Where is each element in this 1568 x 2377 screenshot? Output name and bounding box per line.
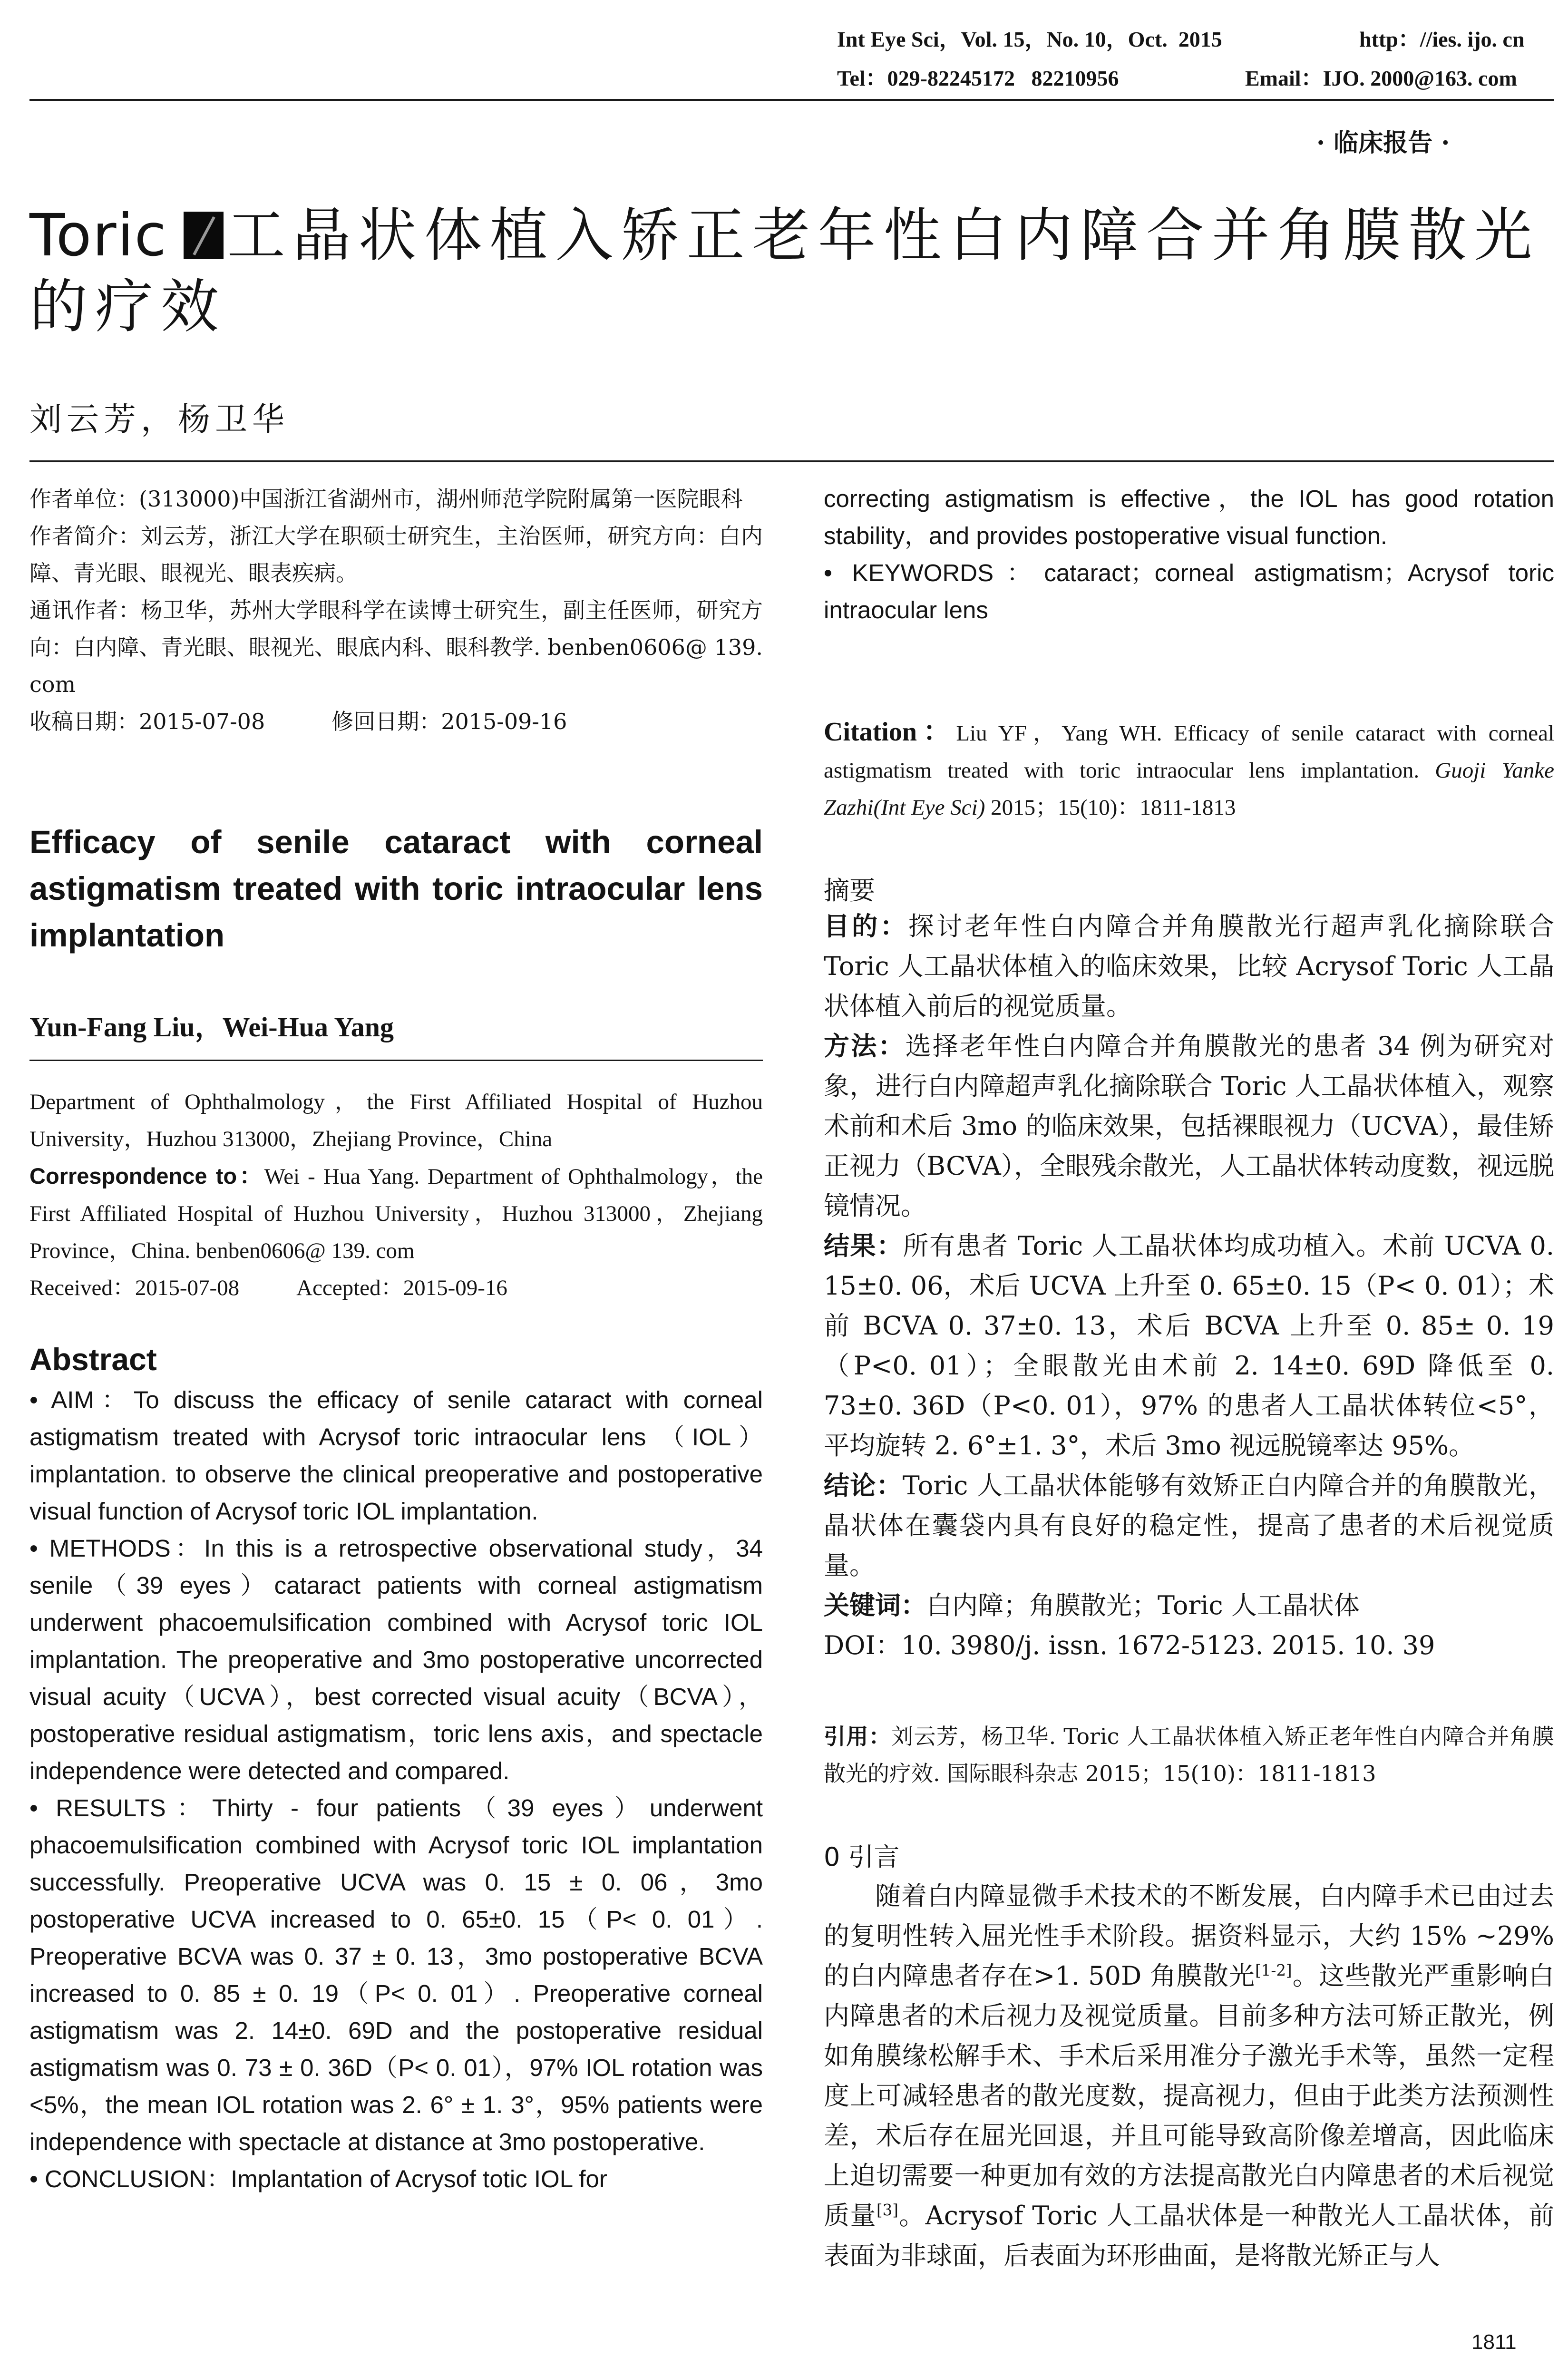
- dates-en: [29, 1269, 763, 1306]
- cn-aim: [824, 906, 1554, 1026]
- english-abstract: [29, 1382, 763, 2198]
- citation-en: [824, 713, 1554, 826]
- abstract-heading: Abstract: [29, 1342, 157, 1377]
- title-part-2: 工晶状体植入矫正老年性白内障合并角膜散光: [227, 202, 1540, 269]
- header-rule: [29, 99, 1554, 101]
- abstract-conclusion-cont: correcting astigmatism is effective，the IOL has good rotation stability，and provides postoperative visual function.: [824, 485, 1554, 549]
- author-bio: 作者简介：刘云芳，浙江大学在职硕士研究生，主治医师，研究方向：白内障、青光眼、眼视光、眼表疾病。: [29, 523, 763, 586]
- title-part-3: 的疗效: [29, 273, 226, 341]
- citation-text: Liu YF，Yang WH. Efficacy of senile cataract with corneal astigmatism treated with toric intraocular lens implantation.: [824, 721, 1555, 783]
- intro-text-1: 随着白内障显微手术技术的不断发展，白内障手术已由过去的复明性转入屈光性手术阶段。据资料显示，大约 15% ~29% 的白内障患者存在>1. 50D 角膜散光: [824, 1881, 1554, 1991]
- cn-methods-label: 方法：: [824, 1031, 906, 1061]
- cn-results-label: 结果：: [824, 1231, 903, 1261]
- page-number: 1811: [1471, 2330, 1517, 2354]
- intro-text-2: 。这些散光严重影响白内障患者的术后视力及视觉质量。目前多种方法可矫正散光，例如角膜缘松解手术、手术后采用准分子激光手术等，虽然一定程度上可减轻患者的散光度数，提高视力，但由于此类方法预测性差，术后存在屈光回退，并且可能导致高阶像差增高，因此临床上迫切需要一种更加有效的方法提高散光白内障患者的术后视觉质量: [824, 1961, 1555, 2231]
- abstract-keywords: • KEYWORDS：cataract；corneal astigmatism；Acrysof toric intraocular lens: [824, 559, 1554, 623]
- journal-tel: Tel：029-82245172 82210956: [837, 66, 1119, 90]
- citation-tail: 2015；15(10)：1811-1813: [985, 795, 1236, 820]
- chinese-abstract: [824, 906, 1554, 1666]
- cn-aim-label: 目的：: [824, 911, 908, 941]
- revised-date-cn: 修回日期：2015-09-16: [331, 709, 567, 734]
- title-part-1: Toric: [29, 202, 167, 269]
- left-column-cn-info: [29, 480, 763, 740]
- right-column-en: [824, 480, 1554, 629]
- intro-ref-1: [1-2]: [1255, 1961, 1292, 1979]
- citation-journal: Guoji Yanke Zazhi(Int Eye Sci): [824, 758, 1554, 820]
- cn-aim-text: 探讨老年性白内障合并角膜散光行超声乳化摘除联合 Toric 人工晶状体植入的临床效果，比较 Acrysof Toric 人工晶状体植入前后的视觉质量。: [824, 911, 1555, 1021]
- cn-keywords-label: 关键词：: [824, 1590, 926, 1620]
- cn-methods: [824, 1026, 1554, 1226]
- journal-email: Email：IJO. 2000@163. com: [1245, 66, 1517, 90]
- title-glyph-image: [184, 212, 224, 259]
- journal-url: http：//ies. ijo. cn: [1359, 27, 1525, 51]
- cn-citation-text: 刘云芳，杨卫华. Toric 人工晶状体植入矫正老年性白内障合并角膜散光的疗效. 国际眼科杂志 2015；15(10)：1811-1813: [824, 1724, 1555, 1786]
- chinese-abstract-heading: 摘要: [824, 876, 875, 906]
- introduction-heading: 0 引言: [824, 1842, 900, 1872]
- received-date-cn: 收稿日期：2015-07-08: [29, 709, 265, 734]
- corresponding-author: 通讯作者：杨卫华，苏州大学眼科学在读博士研究生，副主任医师，研究方向：白内障、青光眼、眼视光、眼底内科、眼科教学. benben0606@ 139. com: [29, 597, 763, 697]
- cn-conclusion-label: 结论：: [824, 1471, 903, 1500]
- abstract-results: • RESULTS：Thirty - four patients（39 eyes）underwent phacoemulsification combined with Acrysof toric IOL implantation successfully. Preoperative UCVA was 0. 15 ± 0. 06，3mo postoperative UCVA increased to 0. 65±0. 15（P< 0. 01）. Preoperative BCVA was 0. 37 ± 0. 13，3mo postoperative BCVA increased to 0. 85 ± 0. 19（P< 0. 01）. Preoperative corneal astigmatism was 2. 14±0. 69D and the postoperative residual astigmatism was 0. 73 ± 0. 36D（P< 0. 01），97% IOL rotation was <5%，the mean IOL rotation was 2. 6° ± 1. 3°，95% patients were independence with spectacle at distance at 3mo postoperative.: [29, 1794, 763, 2155]
- cn-keywords: [824, 1586, 1554, 1626]
- department-en: Department of Ophthalmology，the First Affiliated Hospital of Huzhou University，Huzhou 313000，Zhejiang Province，China: [29, 1090, 763, 1151]
- english-title: Efficacy of senile cataract with corneal astigmatism treated with toric intraocular lens implantation: [29, 824, 763, 954]
- abstract-methods: • METHODS：In this is a retrospective observational study，34 senile（39 eyes）cataract patients with corneal astigmatism underwent phacoemulsification combined with Acrysof toric IOL implantation. The preoperative and 3mo postoperative uncorrected visual acuity（UCVA），best corrected visual acuity（BCVA），postoperative residual astigmatism，toric lens axis，and spectacle independence were detected and compared.: [29, 1535, 763, 1784]
- article-title: [29, 200, 1556, 342]
- received-date-en: Received：2015-07-08: [29, 1276, 240, 1300]
- citation-label: Citation：: [824, 717, 956, 747]
- cn-results: [824, 1226, 1554, 1466]
- section-tag: · 临床报告 ·: [1316, 128, 1450, 157]
- intro-text-3: 。Acrysof Toric 人工晶状体是一种散光人工晶状体，前表面为非球面，后表面为环形曲面，是将散光矫正与人: [824, 2201, 1555, 2270]
- english-affiliation-block: [29, 1083, 763, 1306]
- doi: DOI：10. 3980/j. issn. 1672-5123. 2015. 10. 39: [824, 1630, 1435, 1660]
- dates-cn: [29, 703, 763, 740]
- cn-citation: [824, 1718, 1554, 1792]
- authors-cn: 刘云芳，杨卫华: [29, 401, 290, 438]
- author-affiliation: 作者单位：(313000)中国浙江省湖州市，湖州师范学院附属第一医院眼科: [29, 486, 743, 512]
- cn-methods-text: 选择老年性白内障合并角膜散光的患者 34 例为研究对象，进行白内障超声乳化摘除联合 Toric 人工晶状体植入，观察术前和术后 3mo 的临床效果，包括裸眼视力（UCVA），最佳矫正视力（BCVA），全眼残余散光，人工晶状体转动度数，视远脱镜情况。: [824, 1031, 1555, 1221]
- introduction-paragraph: [824, 1876, 1554, 2276]
- abstract-aim: • AIM：To discuss the efficacy of senile cataract with corneal astigmatism treated with Acrysof toric intraocular lens （IOL） implantation. to observe the clinical preoperative and postoperative visual function of Acrysof toric IOL implantation.: [29, 1386, 763, 1525]
- english-authors-rule: [29, 1060, 763, 1061]
- cn-conclusion: [824, 1466, 1554, 1586]
- cn-citation-label: 引用：: [824, 1724, 892, 1749]
- cn-conclusion-text: Toric 人工晶状体能够有效矫正白内障合并的角膜散光，晶状体在囊袋内具有良好的稳定性，提高了患者的术后视觉质量。: [824, 1471, 1555, 1580]
- correspondence-label: Correspondence to：: [29, 1163, 264, 1188]
- intro-ref-2: [3]: [876, 2201, 898, 2219]
- authors-rule: [29, 460, 1554, 462]
- correspondence-en: [29, 1158, 763, 1269]
- english-authors: Yun-Fang Liu，Wei-Hua Yang: [29, 1012, 394, 1042]
- abstract-conclusion: • CONCLUSION：Implantation of Acrysof totic IOL for: [29, 2165, 607, 2192]
- correspondence-text: Wei - Hua Yang. Department of Ophthalmology，the First Affiliated Hospital of Huzhou University，Huzhou 313000，Zhejiang Province，China. benben0606@ 139. com: [29, 1164, 763, 1263]
- cn-results-text: 所有患者 Toric 人工晶状体均成功植入。术前 UCVA 0. 15±0. 06，术后 UCVA 上升至 0. 65±0. 15（P< 0. 01）；术前 BCVA 0. 37±0. 13，术后 BCVA 上升至 0. 85± 0. 19（P<0. 01）；全眼散光由术前 2. 14±0. 69D 降低至 0. 73±0. 36D（P<0. 01），97% 的患者人工晶状体转位<5°，平均旋转 2. 6°±1. 3°，术后 3mo 视远脱镜率达 95%。: [824, 1231, 1554, 1461]
- accepted-date-en: Accepted：2015-09-16: [296, 1276, 507, 1300]
- cn-keywords-text: 白内障；角膜散光；Toric 人工晶状体: [926, 1590, 1360, 1620]
- journal-info: Int Eye Sci，Vol. 15，No. 10，Oct. 2015: [837, 27, 1222, 51]
